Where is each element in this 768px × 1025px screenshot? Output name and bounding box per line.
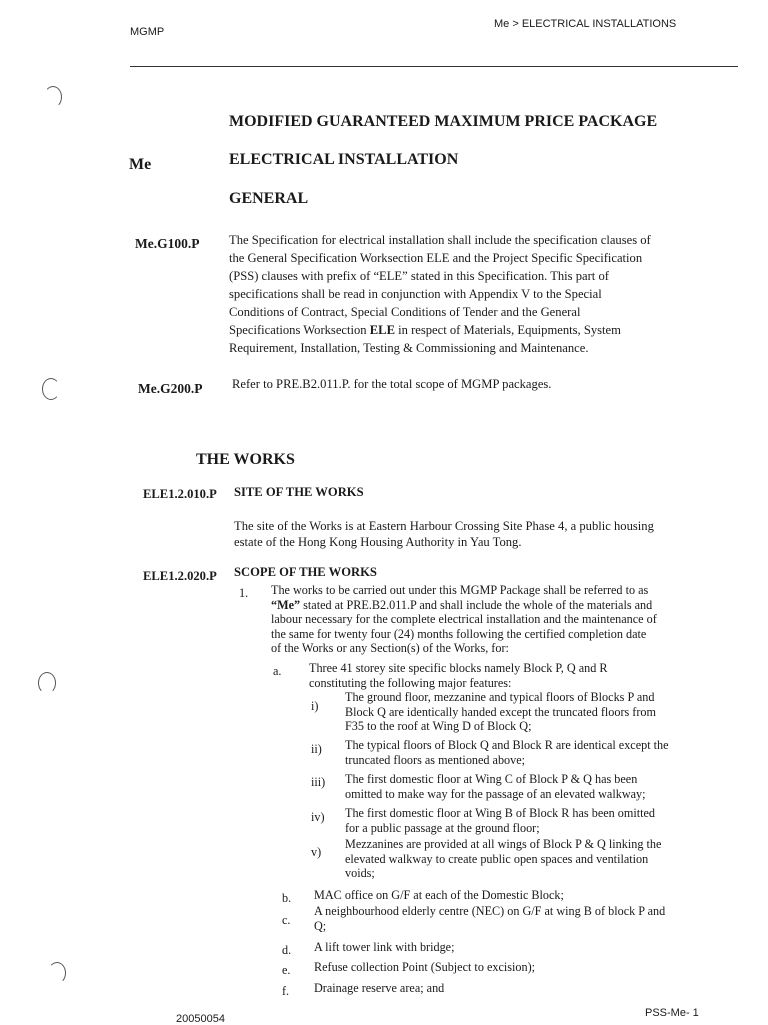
- text-line: labour necessary for the complete electrical installation and the maintenance of: [271, 612, 657, 626]
- clause-text: [229, 231, 719, 357]
- item-text: [314, 940, 454, 955]
- text-line: specifications shall be read in conjunction with Appendix V to the Special: [229, 287, 602, 301]
- title-electrical: ELECTRICAL INSTALLATION: [229, 151, 459, 168]
- code-me: Me: [129, 156, 152, 173]
- bold-term: ELE: [369, 323, 395, 337]
- text-line: F35 to the roof at Wing D of Block Q;: [345, 719, 532, 733]
- bold-term: “Me”: [271, 597, 301, 612]
- text-fragment: in respect of Materials, Equipments, System: [398, 323, 621, 337]
- item-text: [345, 837, 661, 881]
- title-mgmp: MODIFIED GUARANTEED MAXIMUM PRICE PACKAGE: [229, 113, 658, 130]
- text-line: Mezzanines are provided at all wings of Block P & Q linking the: [345, 837, 662, 851]
- text-line: Requirement, Installation, Testing & Commissioning and Maintenance.: [229, 341, 589, 355]
- text-line: The Specification for electrical installation shall include the specification clauses of: [229, 233, 651, 247]
- item-marker: 1.: [239, 586, 249, 600]
- clause-text: [234, 518, 654, 550]
- clause-code: Me.G200.P: [138, 381, 203, 396]
- item-marker: c.: [282, 913, 291, 927]
- item-text: [314, 888, 564, 903]
- text-line: the same for twenty four (24) months following the certified completion date: [271, 626, 647, 641]
- text-line: voids;: [345, 866, 375, 880]
- footer-left: 20050054: [176, 1013, 225, 1025]
- header-left: MGMP: [130, 26, 165, 38]
- text-line: Conditions of Contract, Special Conditions of Tender and the General: [229, 305, 581, 319]
- item-text: [271, 583, 657, 656]
- title-general: GENERAL: [229, 190, 309, 207]
- text-line: [271, 598, 657, 613]
- item-marker: a.: [273, 664, 282, 678]
- text-line: The first domestic floor at Wing B of Block R has been omitted: [345, 806, 656, 820]
- text-line: MAC office on G/F at each of the Domestic Block;: [314, 888, 564, 902]
- item-text: [314, 960, 535, 975]
- punch-hole-mark: [48, 962, 66, 984]
- item-marker: f.: [282, 984, 290, 998]
- text-line: of the Works or any Section(s) of the Works, for:: [271, 641, 509, 655]
- header-right: Me > ELECTRICAL INSTALLATIONS: [494, 18, 677, 30]
- clause-code: ELE1.2.010.P: [143, 487, 217, 501]
- clause-code: Me.G100.P: [135, 236, 200, 251]
- text-fragment: stated at PRE.B2.011.P and shall include the whole of the materials and: [303, 597, 653, 612]
- text-line: Drainage reserve area; and: [314, 981, 445, 995]
- item-text: [309, 661, 608, 690]
- text-line: the General Specification Worksection ELE and the Project Specific Specification: [229, 251, 643, 265]
- clause-title: SITE OF THE WORKS: [234, 485, 364, 499]
- item-marker: b.: [282, 891, 292, 905]
- text-line: truncated floors as mentioned above;: [345, 752, 526, 767]
- text-line: A neighbourhood elderly centre (NEC) on G/F at wing B of block P and: [314, 904, 666, 918]
- item-text: [345, 690, 656, 734]
- punch-hole-mark: [42, 378, 60, 400]
- section-heading: THE WORKS: [196, 451, 295, 468]
- item-marker: ii): [311, 742, 322, 756]
- text-line: Block Q are identically handed except the truncated floors from: [345, 704, 657, 719]
- text-line: omitted to make way for the passage of an elevated walkway;: [345, 786, 646, 801]
- clause-code: ELE1.2.020.P: [143, 569, 217, 583]
- item-text: [314, 904, 665, 933]
- item-text: [345, 772, 646, 801]
- item-marker: v): [311, 845, 322, 859]
- punch-hole-mark: [38, 672, 56, 694]
- item-text: [314, 981, 444, 996]
- text-line: The works to be carried out under this MGMP Package shall be referred to as: [271, 583, 649, 597]
- clause-title: SCOPE OF THE WORKS: [234, 565, 377, 579]
- text-line: The site of the Works is at Eastern Harbour Crossing Site Phase 4, a public housing: [234, 519, 654, 533]
- text-line: elevated walkway to create public open spaces and ventilation: [345, 851, 649, 866]
- text-line: [229, 321, 719, 339]
- item-text: [345, 738, 669, 767]
- text-line: for a public passage at the ground floor;: [345, 820, 540, 835]
- item-marker: iv): [311, 810, 325, 824]
- clause-text: Refer to PRE.B2.011.P. for the total scope of MGMP packages.: [232, 377, 552, 391]
- text-line: Q;: [314, 918, 327, 933]
- text-line: The first domestic floor at Wing C of Block P & Q has been: [345, 772, 638, 786]
- text-line: Three 41 storey site specific blocks namely Block P, Q and R: [309, 661, 608, 675]
- text-line: estate of the Hong Kong Housing Authority in Yau Tong.: [234, 535, 522, 549]
- text-line: Refuse collection Point (Subject to excision);: [314, 960, 536, 974]
- item-marker: d.: [282, 943, 292, 957]
- text-fragment: Specifications Worksection: [229, 323, 367, 337]
- header-rule: [130, 66, 738, 67]
- text-line: A lift tower link with bridge;: [314, 940, 455, 954]
- punch-hole-mark: [44, 86, 62, 108]
- text-line: constituting the following major features:: [309, 675, 512, 690]
- text-line: The ground floor, mezzanine and typical floors of Blocks P and: [345, 690, 655, 704]
- item-marker: iii): [311, 775, 326, 789]
- footer-page-number: PSS-Me- 1: [645, 1007, 699, 1019]
- text-line: (PSS) clauses with prefix of “ELE” stated in this Specification. This part of: [229, 269, 609, 283]
- item-marker: e.: [282, 963, 291, 977]
- text-line: The typical floors of Block Q and Block R are identical except the: [345, 738, 669, 752]
- item-text: [345, 806, 655, 835]
- item-marker: i): [311, 699, 319, 713]
